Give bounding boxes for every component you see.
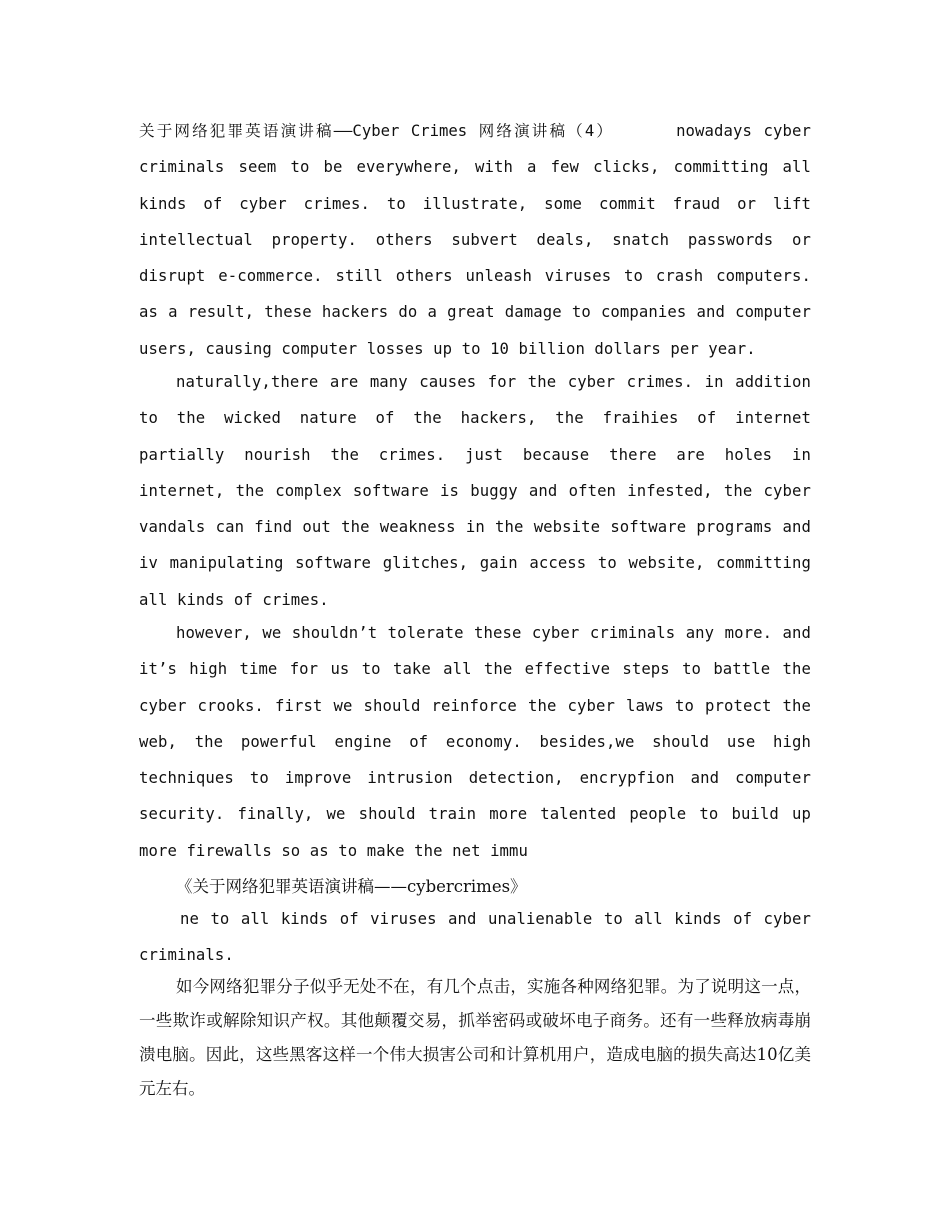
paragraph-1-body: nowadays cyber criminals seem to be everywhere, with a few clicks, committing all kinds of cyber crimes. to illustrate, some commit fraud or lift intellectual property. others subvert deals, snatch passwords or disrupt e-commerce. still others unleash viruses to crash computers. as a result, these hackers do a great damage to companies and computer users, causing computer losses up to 10 billion dollars per year. bbox=[139, 122, 812, 358]
paragraph-1 bbox=[139, 113, 811, 367]
document-title: 关于网络犯罪英语演讲稿——Cyber Crimes 网络演讲稿（4） bbox=[139, 122, 615, 140]
quoted-title: 《关于网络犯罪英语演讲稿——cybercrimes》 bbox=[176, 877, 527, 896]
paragraph-2: naturally,there are many causes for the cyber crimes. in addition to the wicked nature of the hackers, the fraihies of internet partially nourish the crimes. just because there are holes in internet, the complex software is buggy and often infested, the cyber vandals can find out the weakness in the website software programs and iv manipulating software glitches, gain access to website, committing all kinds of crimes. bbox=[139, 373, 811, 609]
paragraph-3: however, we shouldn’t tolerate these cyber criminals any more. and it’s high time for us to take all the effective steps to battle the cyber crooks. first we should reinforce the cyber laws to protect the web, the powerful engine of economy. besides,we should use high techniques to improve intrusion detection, encrypfion and computer security. finally, we should train more talented people to build up more firewalls so as to make the net immu bbox=[139, 624, 811, 860]
paragraph-4: ne to all kinds of viruses and unalienable to all kinds of cyber criminals. bbox=[139, 910, 811, 965]
paragraph-5-chinese: 如今网络犯罪分子似乎无处不在，有几个点击，实施各种网络犯罪。为了说明这一点，一些欺诈或解除知识产权。其他颠覆交易，抓举密码或破坏电子商务。还有一些释放病毒崩溃电脑。因此，这些黑客这样一个伟大损害公司和计算机用户，造成电脑的损失高达10亿美元左右。 bbox=[139, 977, 811, 1098]
